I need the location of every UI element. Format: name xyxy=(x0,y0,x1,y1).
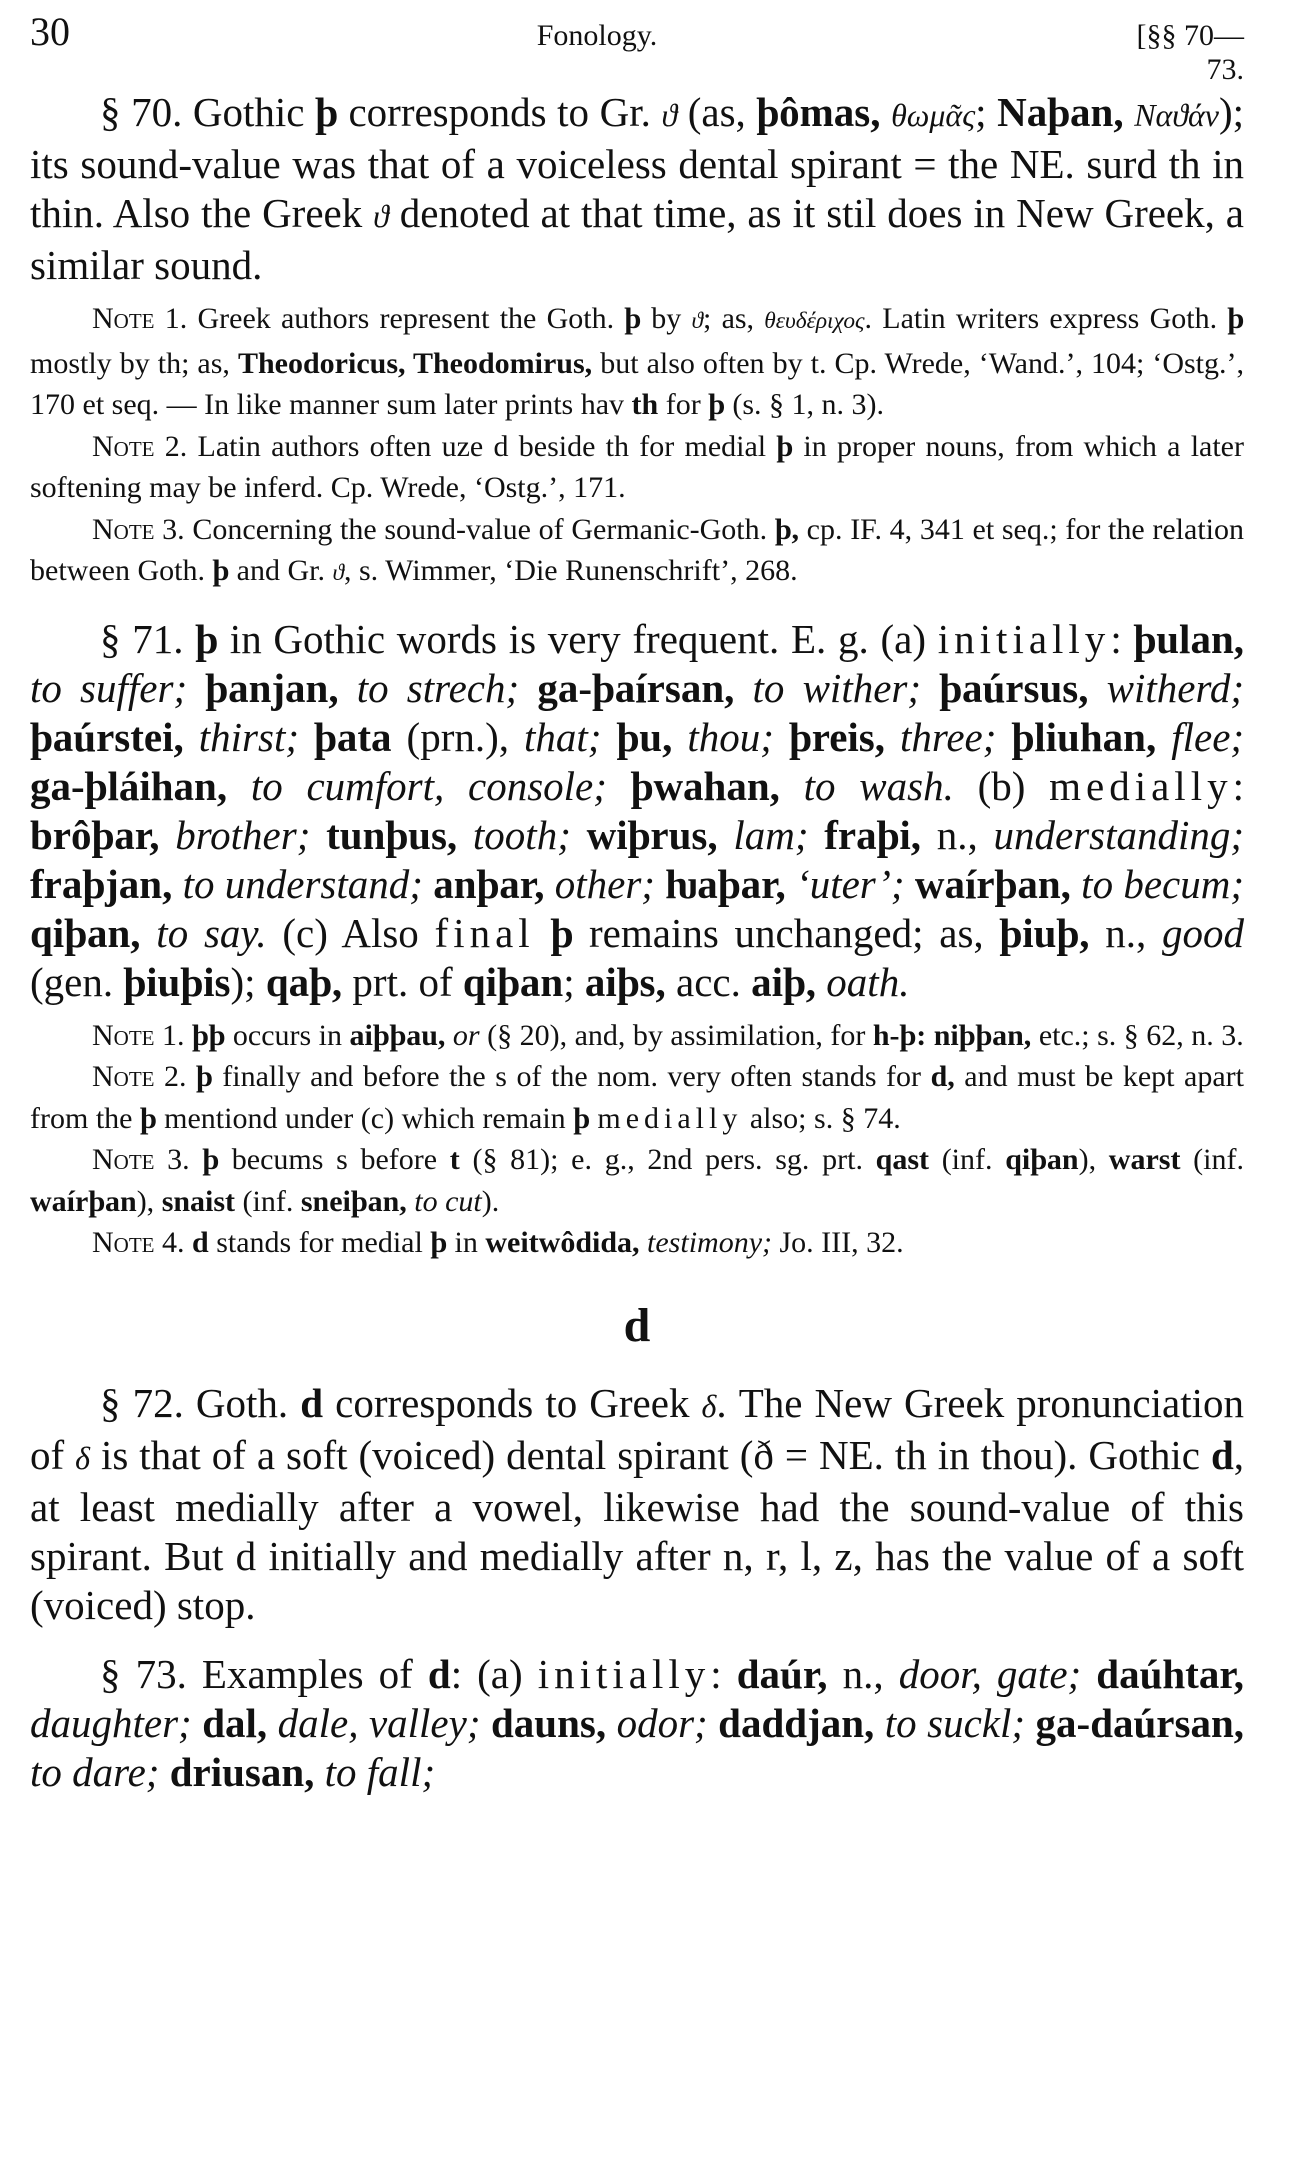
note-2: Note 2. þ finally and before the s of the nom. very often stands for d, and must be kept apart from the þ mentiond under (c) which remain þ medially also; s. § 74. xyxy=(30,1060,1244,1135)
note-2: Note 2. Latin authors often uze d beside th for medial þ in proper nouns, from which a later softening may be inferd. Cp. Wrede, ‘Ostg.’, 171. xyxy=(30,429,1244,504)
section-70: § 70. Gothic þ corresponds to Gr. ϑ (as, þômas, θωμᾶς; Naþan, Ναϑάν); its sound-value was that of a voiceless dental spirant = the NE. surd th in thin. Also the Greek ϑ denoted at that time, as it stil does in New Greek, a similar sound. xyxy=(30,89,1244,288)
page-number: 30 xyxy=(30,9,70,54)
note-1: Note 1. Greek authors represent the Goth. þ by ϑ; as, θευδέριχος. Latin writers express Goth. þ mostly by th; as, Theodoricus, Theodomirus, but also often by t. Cp. Wrede, ‘Wand.’, 104; ‘Ostg.’, 170 et seq. — In like manner sum later prints hav th for þ (s. § 1, n. 3). xyxy=(30,302,1245,421)
section-71: § 71. þ in Gothic words is very frequent. E. g. (a) initially: þulan, to suffer; þanjan, to strech; ga-þaírsan, to wither; þaúrsus, witherd; þaúrstei, thirst; þata (prn.), that; þu, thou; þreis, three; þliuhan, flee; ga-þláihan, to cumfort, console; þwahan, to wash. (b) medially: brôþar, brother; tunþus, tooth; wiþrus, lam; fraþi, n., understanding; fraþjan, to understand; anþar, other; ƕaþar, ‘uter’; waírþan, to becum; qiþan, to say. (c) Also final þ remains unchanged; as, þiuþ, n., good (gen. þiuþis); qaþ, prt. of qiþan; aiþs, acc. aiþ, oath. xyxy=(30,615,1245,1005)
section-70-notes xyxy=(30,298,1244,595)
note-label: Note 2. xyxy=(92,429,188,463)
note-3: Note 3. Concerning the sound-value of Germanic-Goth. þ, cp. IF. 4, 341 et seq.; for the relation between Goth. þ and Gr. ϑ, s. Wimmer, ‘Die Runenschrift’, 268. xyxy=(30,512,1244,587)
note-label: Note 1. xyxy=(92,1018,185,1052)
note-4: Note 4. d stands for medial þ in weitwôdida, testimony; Jo. III, 32. xyxy=(30,1222,1244,1264)
note-label: Note 3. xyxy=(92,512,185,546)
note-label: Note 3. xyxy=(92,1143,190,1176)
section-71-notes xyxy=(30,1015,1244,1264)
running-title: Fonology. xyxy=(536,19,658,52)
section-72: § 72. Goth. d corresponds to Greek δ. The New Greek pronunciation of δ is that of a soft (voiced) dental spirant (ð = NE. th in thou). Gothic d, at least medially after a vowel, likewise had the sound-value of this spirant. But d initially and medially after n, r, l, z, has the value of a soft (voiced) stop. xyxy=(30,1379,1245,1628)
section-reference: [§§ 70—73. xyxy=(1136,19,1244,86)
section-73: § 73. Examples of d: (a) initially: daúr, n., door, gate; daúhtar, daughter; dal, dale, valley; dauns, odor; daddjan, to suckl; ga-daúrsan, to dare; driusan, to fall; xyxy=(30,1650,1245,1795)
running-head xyxy=(30,8,1244,86)
section-number: § 73. xyxy=(100,1650,187,1697)
section-number: § 71. xyxy=(100,615,184,662)
note-1: Note 1. þþ occurs in aiþþau, or (§ 20), and, by assimilation, for h-þ: niþþan, etc.; s. § 62, n. 3. xyxy=(30,1015,1244,1057)
note-label: Note 1. xyxy=(92,302,188,335)
note-label: Note 4. xyxy=(92,1226,185,1259)
letter-heading: d xyxy=(623,1298,651,1352)
note-label: Note 2. xyxy=(92,1060,187,1093)
note-3: Note 3. þ becums s before t (§ 81); e. g., 2nd pers. sg. prt. qast (inf. qiþan), warst (inf. waírþan), snaist (inf. sneiþan, to cut). xyxy=(30,1143,1244,1218)
section-number: § 72. xyxy=(100,1379,184,1426)
section-number: § 70. xyxy=(100,89,183,135)
